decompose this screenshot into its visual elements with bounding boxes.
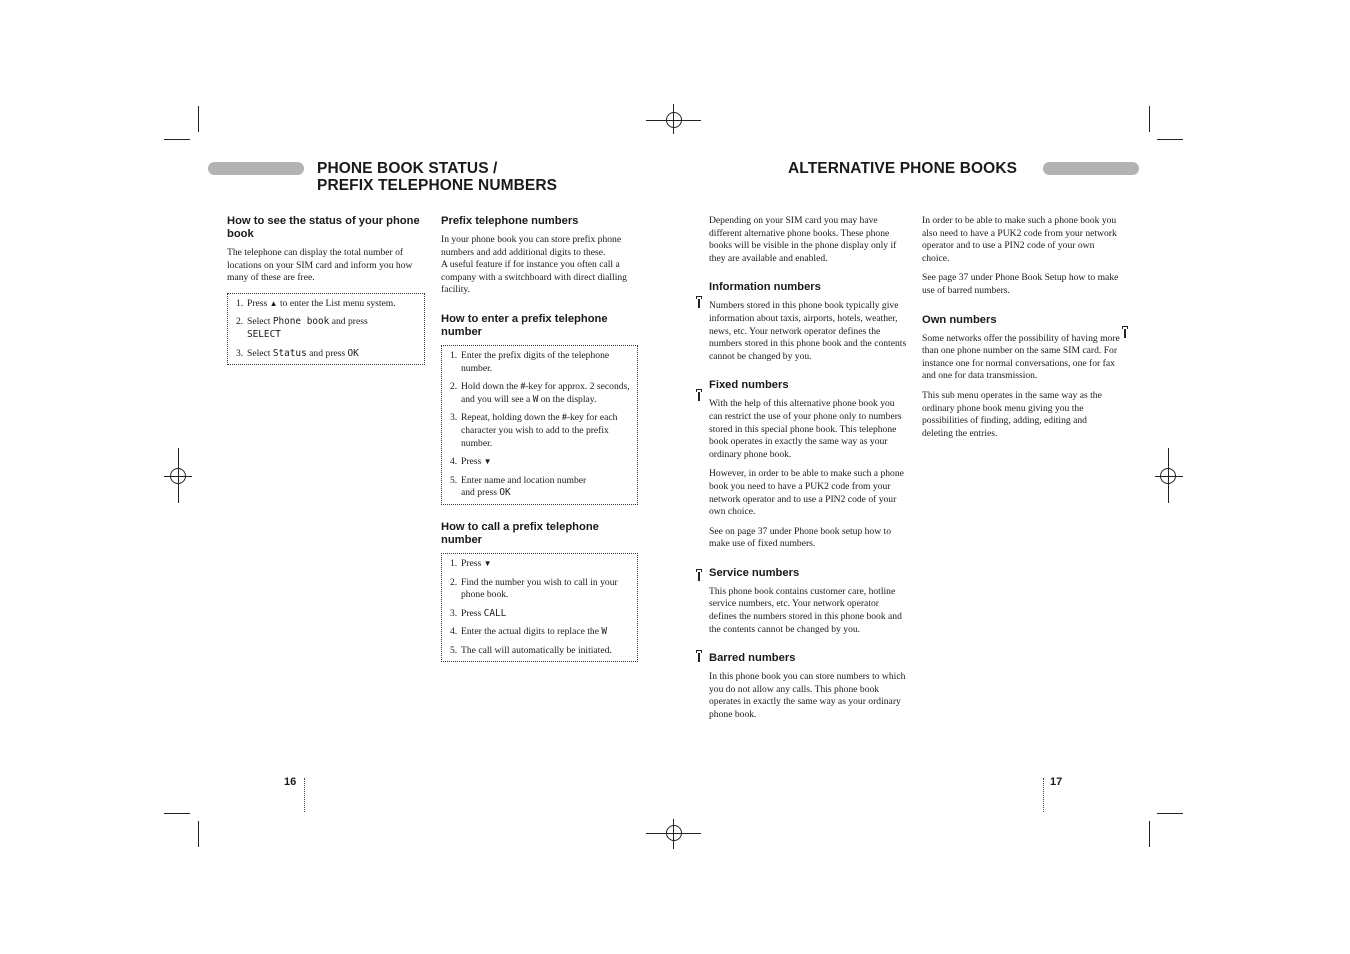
section-heading: Service numbers [709, 566, 800, 579]
step-text: Press [461, 607, 482, 619]
body-text: The telephone can display the total number of locations on your SIM card and inform you how many of these are free. [227, 247, 413, 284]
title-line: PHONE BOOK STATUS / [317, 160, 498, 177]
hash-key-icon: # [562, 412, 567, 424]
list-item: 3. Press CALL [450, 607, 507, 619]
registration-mark [666, 825, 682, 841]
body-text: However, in order to be able to make such a phone book you need to have a PUK2 code from your network operator and to use a PIN2 code of your own choice. [709, 468, 904, 518]
list-item: 4. Enter the actual digits to replace the W [450, 626, 608, 638]
body-text: With the help of this alternative phone book you can restrict the use of your phone only to numbers stored in this special phone book. This telephone book operates in exactly the same way as your ordinary phone book. [709, 398, 902, 460]
steps-box [441, 553, 638, 663]
list-item: 2. Select Phone book and press SELECT [236, 316, 368, 340]
own-numbers-column [922, 215, 1120, 447]
page-number-divider [304, 778, 305, 812]
alt-books-column [709, 215, 907, 729]
step-text: and press [461, 487, 497, 499]
section-heading: How to call a prefix telephone number [441, 520, 599, 546]
step-text: Press [247, 297, 268, 309]
step-text: to enter the List menu system. [280, 297, 396, 309]
section-heading: How to see the status of your phone book [227, 215, 420, 240]
registration-mark [170, 468, 186, 484]
body-text: Depending on your SIM card you may have different alternative phone books. These phone books will be visible in the phone display only if they are available and enabled. [709, 215, 897, 264]
display-text: OK [347, 347, 359, 359]
section-heading: Prefix telephone numbers [441, 215, 579, 227]
page-number: 17 [1050, 776, 1063, 788]
step-text: Enter the actual digits to replace the [461, 626, 599, 638]
registration-mark [666, 112, 682, 128]
crop-mark [164, 139, 190, 140]
step-text: Repeat, holding down the [461, 412, 560, 424]
body-text: See page 37 under Phone Book Setup how to make use of barred numbers. [922, 272, 1119, 296]
page-number-divider [1043, 778, 1044, 812]
title-line: ALTERNATIVE PHONE BOOKS [788, 160, 1018, 177]
display-text: Status [272, 347, 307, 359]
antenna-icon [1122, 326, 1128, 338]
step-text: and press [331, 316, 368, 328]
body-text: This sub menu operates in the same way as the ordinary phone book menu giving you the possibilities of finding, adding, editing and deleting the entries. [922, 389, 1102, 439]
page-number: 16 [284, 776, 297, 788]
antenna-icon [696, 296, 702, 308]
body-text: This phone book contains customer care, hotline service numbers, etc. Your network operator defines the numbers stored in this phone book and the contents cannot be changed by you. [709, 585, 902, 635]
prefix-column [441, 215, 638, 678]
section-heading: Own numbers [922, 313, 997, 326]
step-text: and press [309, 347, 346, 359]
list-item: 2. Hold down the #-key for approx. 2 seconds, and you will see a W on the display. [450, 381, 630, 405]
down-arrow-icon: ▼ [483, 457, 492, 467]
section-heading: Information numbers [709, 281, 821, 294]
registration-mark [1160, 468, 1176, 484]
down-arrow-icon: ▼ [483, 558, 492, 568]
header-bar-left [208, 162, 304, 175]
page-title-right [788, 160, 1017, 177]
display-text: OK [499, 487, 511, 499]
step-text: Enter the prefix digits of the telephone number. [461, 349, 610, 374]
step-text: Select [247, 316, 271, 328]
status-column [227, 215, 425, 381]
display-text: W [601, 626, 608, 638]
steps-box [227, 293, 425, 365]
list-item: 3. Select Status and press OK [236, 347, 359, 359]
step-text: Find the number you wish to call in your phone book. [461, 576, 618, 601]
list-item: 5. The call will automatically be initiated. [450, 644, 612, 656]
crop-mark [1149, 821, 1150, 847]
page-title-left [317, 160, 557, 194]
step-text: -key for approx. 2 seconds, and you will see a [461, 381, 630, 405]
crop-mark [198, 821, 199, 847]
title-line: PREFIX TELEPHONE NUMBERS [317, 177, 558, 194]
list-item: 3. Repeat, holding down the #-key for each character you wish to add to the prefix number. [450, 412, 618, 449]
antenna-icon [696, 569, 702, 581]
section-heading: Barred numbers [709, 652, 796, 665]
crop-mark [1157, 139, 1183, 140]
section-heading: How to enter a prefix telephone number [441, 312, 608, 338]
body-text: In your phone book you can store prefix phone numbers and add additional digits to these. [441, 234, 622, 258]
list-item: 4. Press ▼ [450, 456, 492, 468]
step-text: Press [461, 456, 482, 468]
display-text: Phone book [272, 316, 330, 328]
crop-mark [1157, 813, 1183, 814]
antenna-icon [696, 650, 702, 662]
step-text: Press [461, 557, 482, 569]
list-item: 2. Find the number you wish to call in your phone book. [450, 577, 631, 602]
section-heading: Fixed numbers [709, 379, 789, 392]
body-text: A useful feature if for instance you often call a company with a switchboard with direct dialling facility. [441, 259, 627, 296]
step-text: Select [247, 347, 271, 359]
step-text: -key for each character you wish to add to the prefix number. [461, 412, 618, 449]
hash-key-icon: # [520, 381, 526, 393]
step-text: Hold down the [461, 381, 519, 393]
steps-box [441, 345, 638, 505]
body-text: See on page 37 under Phone book setup how to make use of fixed numbers. [709, 525, 891, 550]
list-item: 1. Press ▲ to enter the List menu system. [236, 297, 396, 309]
display-text: CALL [483, 607, 507, 619]
list-item: 5. Enter name and location number and press OK [450, 474, 587, 499]
step-text: Enter name and location number [461, 474, 587, 486]
antenna-icon [696, 389, 702, 401]
crop-mark [198, 106, 199, 132]
body-text: In order to be able to make such a phone book you also need to have a PUK2 code from your network operator and to use a PIN2 code of your own choice. [922, 215, 1117, 264]
step-text: on the display. [540, 393, 597, 405]
crop-mark [1149, 106, 1150, 132]
display-text: SELECT [247, 328, 281, 340]
up-arrow-icon: ▲ [269, 298, 278, 308]
step-text: The call will automatically be initiated. [461, 644, 612, 656]
body-text: In this phone book you can store numbers to which you do not allow any calls. This phone book operates in exactly the same way as your ordinary phone book. [709, 671, 906, 721]
body-text: Numbers stored in this phone book typically give information about taxis, airports, hotels, weather, news, etc. Your network operator defines the numbers stored in this phone book and the contents cannot be changed by you. [709, 300, 907, 362]
crop-mark [164, 813, 190, 814]
list-item: 1. Press ▼ [450, 557, 492, 569]
list-item: 1. Enter the prefix digits of the telephone number. [450, 350, 631, 375]
header-bar-right [1043, 162, 1139, 175]
display-text: W [532, 393, 539, 405]
body-text: Some networks offer the possibility of having more than one phone number on the same SIM card. For instance one for normal conversations, one for fax and one for data transmission. [922, 332, 1120, 382]
